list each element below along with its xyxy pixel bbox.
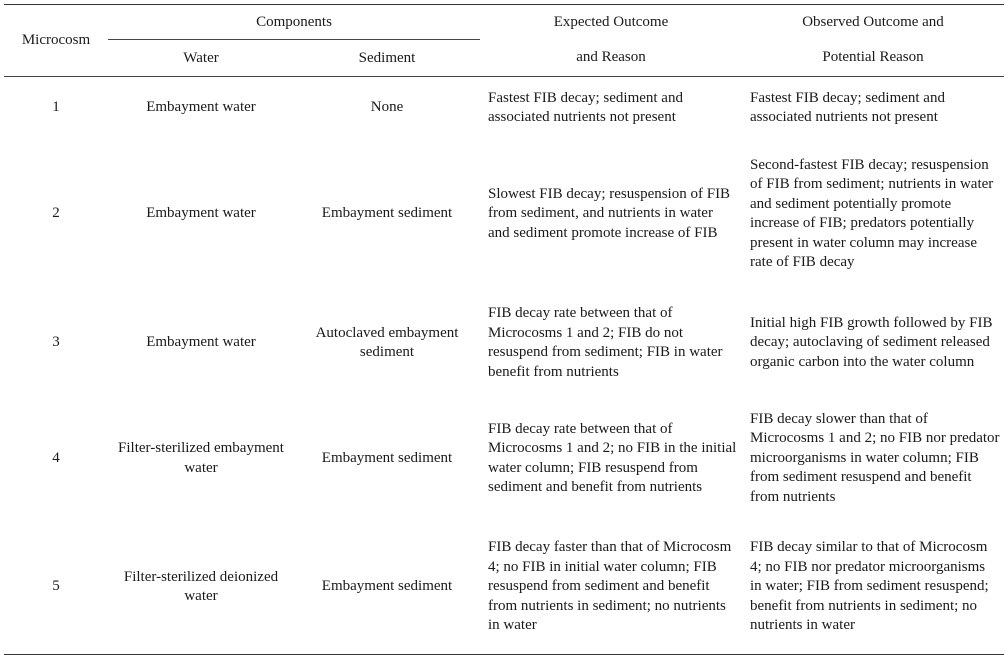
- cell-sediment: Embayment sediment: [321, 449, 453, 466]
- cell-water: Embayment water: [146, 205, 256, 222]
- table-row: [4, 397, 1004, 520]
- header-expected-line2: and Reason: [480, 40, 742, 77]
- cell-microcosm: 4: [52, 449, 60, 466]
- cell-microcosm: 3: [52, 334, 60, 351]
- cell-expected: Fastest FIB decay; sediment and associated nutrients not present: [488, 89, 683, 125]
- cell-sediment: Autoclaved embayment sediment: [315, 324, 459, 360]
- cell-observed: Fastest FIB decay; sediment and associated nutrients not present: [750, 89, 945, 125]
- table-row: [4, 139, 1004, 289]
- header-row-1: [4, 5, 1004, 40]
- cell-observed: FIB decay slower than that of Microcosms 1 and 2; no FIB nor predator microorganisms in water column; FIB from sediment resuspend and benefit from nutrients: [750, 410, 1000, 505]
- table-row: [4, 77, 1004, 140]
- cell-water: Embayment water: [146, 99, 256, 116]
- header-row-2: [4, 40, 1004, 77]
- table-header: [4, 5, 1004, 77]
- header-observed-line2: Potential Reason: [742, 40, 1004, 77]
- header-components: Components: [108, 5, 480, 40]
- table-body: [4, 77, 1004, 655]
- cell-microcosm: 5: [4, 520, 108, 655]
- cell-sediment: Embayment sediment: [294, 520, 480, 655]
- header-microcosm: Microcosm: [4, 5, 108, 77]
- header-sediment: Sediment: [294, 40, 480, 77]
- table-row: [4, 289, 1004, 397]
- header-expected-line1: Expected Outcome: [480, 5, 742, 40]
- cell-expected: Slowest FIB decay; resuspension of FIB from sediment, and nutrients in water and sediment promote increase of FIB: [488, 185, 731, 241]
- microcosm-table: [4, 4, 1004, 655]
- cell-expected: FIB decay rate between that of Microcosms 1 and 2; FIB do not resuspend from sediment; FIB in water benefit from nutrients: [488, 305, 723, 380]
- cell-observed: Initial high FIB growth followed by FIB decay; autoclaving of sediment released organic carbon into the water column: [750, 314, 993, 370]
- cell-water: Embayment water: [146, 334, 256, 351]
- cell-microcosm: 2: [52, 205, 60, 222]
- header-observed-line1: Observed Outcome and: [742, 5, 1004, 40]
- cell-water: Filter-sterilized deionized water: [108, 520, 294, 655]
- header-water: Water: [108, 40, 294, 77]
- cell-water: Filter-sterilized embayment water: [118, 440, 284, 476]
- cell-expected: FIB decay rate between that of Microcosms 1 and 2; no FIB in the initial water column; FIB resuspend from sediment and benefit from nutrients: [488, 420, 737, 495]
- cell-microcosm: 1: [52, 99, 60, 116]
- cell-observed: Second-fastest FIB decay; resuspension of FIB from sediment; nutrients in water and sediment potentially promote increase of FIB; predators potentially present in water column may increase rate of FIB decay: [750, 156, 994, 270]
- cell-observed: FIB decay similar to that of Microcosm 4; no FIB nor predator microorganisms in water; FIB from sediment resuspend; benefit from nutrients in sediment; no nutrients in water: [742, 520, 1004, 655]
- cell-sediment: Embayment sediment: [321, 205, 453, 222]
- cell-sediment: None: [370, 99, 404, 116]
- table-row: [4, 520, 1004, 655]
- cell-expected: FIB decay faster than that of Microcosm 4; no FIB in initial water column; FIB resuspend from sediment and benefit from nutrients in sediment; no nutrients in water: [480, 520, 742, 655]
